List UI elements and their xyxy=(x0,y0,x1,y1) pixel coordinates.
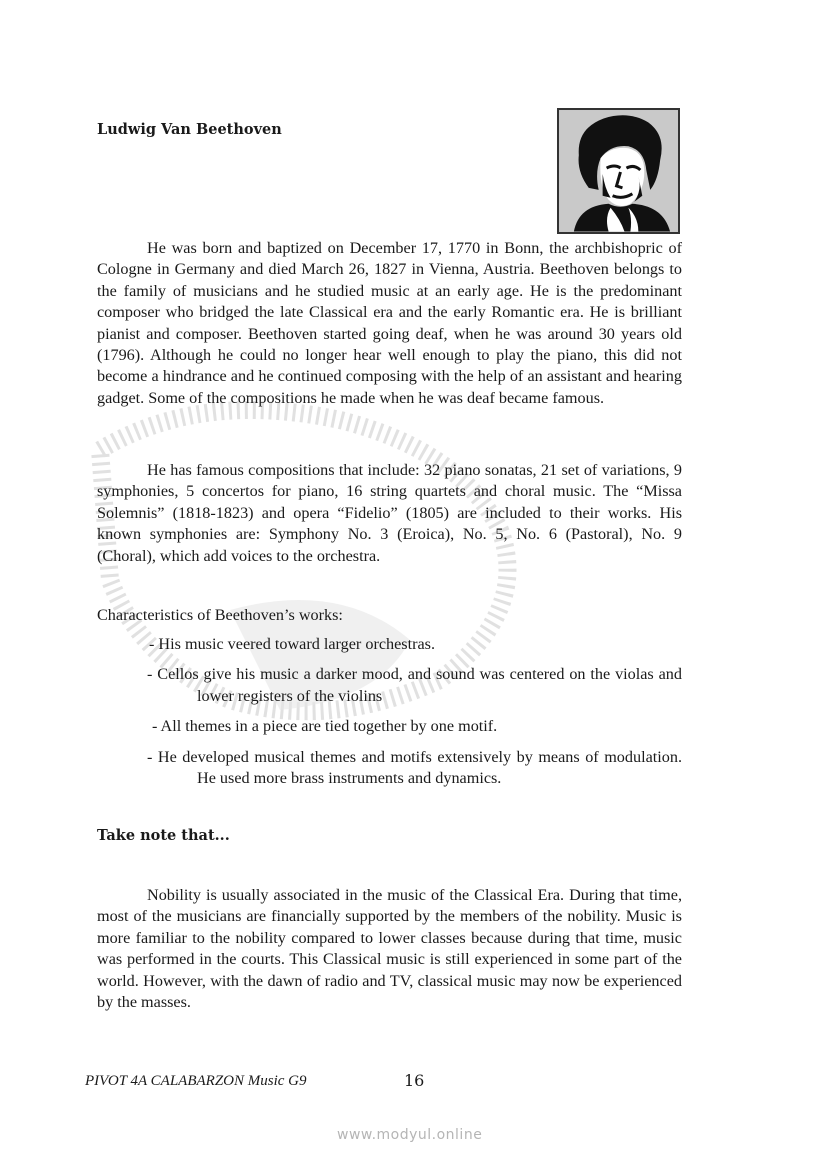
beethoven-portrait-image xyxy=(557,108,680,234)
biography-paragraph xyxy=(97,238,682,409)
page-title: Ludwig Van Beethoven xyxy=(97,121,282,138)
characteristics-heading: Characteristics of Beethoven’s works: xyxy=(97,606,343,624)
list-item: - All themes in a piece are tied together by one motif. xyxy=(152,717,498,736)
list-item xyxy=(147,664,682,707)
nobility-paragraph xyxy=(97,885,682,1013)
website-watermark: www.modyul.online xyxy=(337,1127,483,1143)
list-item-text: - He developed musical themes and motifs extensively by means of modulation. He used more brass instruments and dynamics. xyxy=(147,747,682,788)
compositions-text: He has famous compositions that include: 32 piano sonatas, 21 set of variations, 9 symphonies, 5 concertos for piano, 16 string quartets and choral music. The “Missa Solemnis” (1818-1823) and opera “Fidelio” (1805) are included to their works. His known symphonies are: Symphony No. 3 (Eroica), No. 5, No. 6 (Pastoral), No. 9 (Choral), which add voices to the orchestra. xyxy=(97,461,682,565)
page-number: 16 xyxy=(404,1071,425,1090)
beethoven-portrait-icon xyxy=(559,110,678,232)
list-item-text: - Cellos give his music a darker mood, and sound was centered on the violas and lower registers of the violins xyxy=(147,665,682,705)
biography-text: He was born and baptized on December 17, 1770 in Bonn, the archbishopric of Cologne in Germany and died March 26, 1827 in Vienna, Austria. Beethoven belongs to the family of musicians and he studied music at an early age. He is the predominant composer who bridged the late Classical era and the early Romantic era. He is brilliant pianist and composer. Beethoven started going deaf, when he was around 30 years old (1796). Although he could no longer hear well enough to play the piano, this did not become a hindrance and he continued composing with the help of an assistant and hearing gadget. Some of the compositions he made when he was deaf became famous. xyxy=(97,239,682,407)
nobility-text: Nobility is usually associated in the music of the Classical Era. During that time, most of the musicians are financially supported by the members of the nobility. Music is more familiar to the nobility compared to lower classes because during that time, music was performed in the courts. This Classical music is still experienced in some part of the world. However, with the dawn of radio and TV, classical music may now be experienced by the masses. xyxy=(97,886,682,1012)
characteristics-list xyxy=(147,634,682,798)
list-item: - His music veered toward larger orchestras. xyxy=(149,635,436,653)
list-item xyxy=(147,747,682,790)
take-note-heading: Take note that... xyxy=(97,827,230,844)
footer-module-label: PIVOT 4A CALABARZON Music G9 xyxy=(85,1073,307,1089)
compositions-paragraph xyxy=(97,460,682,567)
